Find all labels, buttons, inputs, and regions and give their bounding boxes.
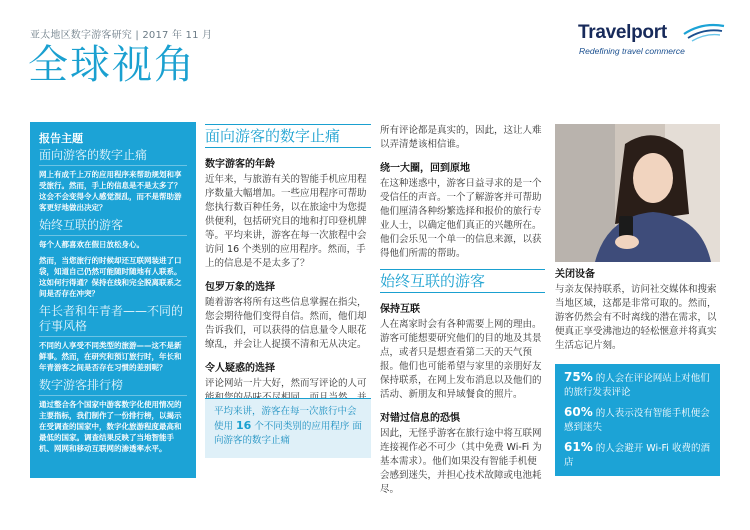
subheading: 数字游客的年龄	[205, 159, 275, 170]
paragraph: 近年来，与旅游有关的智能手机应用程序数量大幅增加。一些应用程序可帮助您执行数百种任务，以在旅途中为您提供便利，包括研究目的地和打印登机牌等。平均来讲，游客在每一次旅程中会访问 16 个类别的应用程序。然而，手上的信息是不是太多了？	[205, 174, 367, 269]
page-title: 全球视角	[28, 42, 196, 88]
pull-quote	[205, 398, 371, 458]
subheading: 包罗万象的选择	[205, 282, 275, 293]
sidebar-heading: 始终互联的游客	[39, 218, 187, 236]
switch-off-column	[555, 268, 720, 353]
paragraph: 在这种迷惑中，游客日益寻求的是一个受信任的声音。一个了解游客并可帮助他们厘清各种纷繁选择和报价的旅行专业人士，以确定他们真正的兴趣所在。他们会乐见一个单一的信息来源，以获得他们所需的帮助。	[380, 178, 542, 259]
sidebar-text: 每个人都喜欢在假日放松身心。	[39, 240, 144, 249]
stat-item	[564, 440, 711, 470]
stat-text: 的人会在评论网站上对他们的旅行发表评论	[564, 373, 710, 398]
sidebar-text: 然而，当您旅行的时候却还互联网装进了口袋，知道自己仍然可能随时随地有人联系。这如何行得通？保持在线和完全脱离联系之间是否存在冲突？	[39, 256, 182, 298]
paragraph: 人在离家时会有各种需要上网的理由。游客可能想要研究他们的目的地及其景点，或者只是想查看第二天的天气预报。他们也可能希望与家里的亲朋好友保持联系，在网上发布消息以及他们的活动、新朋友和异域餐食的照片。	[380, 319, 542, 400]
paragraph: 随着游客将所有这些信息掌握在指尖，您会期待他们变得自信。然而，他们却告诉我们，可以获得的信息量令人眼花缭乱，并会让人捉摸不清和无从决定。	[205, 297, 367, 350]
stat-item	[564, 370, 711, 400]
logo-swoosh-icon	[682, 20, 726, 44]
paragraph: 所有评论都是真实的，因此，这让人难以弄清楚该相信谁。	[380, 125, 542, 150]
paragraph: 与亲友保持联系，访问社交媒体和搜索当地区域，这都是非常可取的。然而，游客仍然会有不时离线的潜在需求，以便真正享受沸池边的轻松惬意并将真实生活忘记片刻。	[555, 284, 717, 351]
stat-item	[564, 405, 711, 435]
section-title: 始终互联的游客	[380, 269, 545, 293]
subheading: 保持互联	[380, 304, 420, 315]
sidebar-text: 不同的人享受不同类型的旅游——这不是新鲜事。然而，在研究和预订旅行时，年长和年青游客之间是否存在习惯的差别呢？	[39, 341, 182, 372]
subheading: 绕一大圈，回到原地	[380, 163, 470, 174]
quote-text-post: 个不同类别的应用程序 面向游客的数字止痛	[214, 421, 362, 446]
header-subtitle: 亚太地区数字游客研究 | 2017 年 11 月	[30, 30, 213, 41]
sidebar-text: 网上有成千上万的应用程序来帮助规划和享受旅行。然而，手上的信息是不是太多了？这会不会变得令人感觉混乱，而不是帮助游客更好地做出决定？	[39, 170, 182, 212]
paragraph: 因此，无怪乎游客在旅行途中将互联网连接视作必不可少（其中免费 Wi-Fi 为基本需求）。他们如果没有智能手机便会感到迷失，并担心技术故障或电池耗尽。	[380, 428, 542, 495]
stat-percent: 61%	[564, 440, 593, 454]
report-topics-sidebar	[30, 122, 196, 478]
logo-tagline: Redefining travel commerce	[579, 46, 685, 56]
sidebar-heading: 数字游客排行榜	[39, 378, 187, 396]
quote-number: 16	[236, 419, 252, 432]
stat-percent: 60%	[564, 405, 593, 419]
stat-percent: 75%	[564, 370, 593, 384]
always-connected-column	[380, 124, 545, 497]
woman-with-phone-photo	[555, 124, 720, 262]
sidebar-label: 报告主题	[39, 132, 83, 145]
sidebar-text: 通过整合各个国家中游客数字化使用情况的主要指标，我们制作了一份排行榜，以揭示在受调查的国家中，数字化旅游程度最高和最低的国家。调查结果反映了当地智能手机、网网和移动互联网的渗透率水平。	[39, 400, 182, 453]
subheading: 关闭设备	[555, 269, 595, 280]
sidebar-heading: 面向游客的数字止痛	[39, 148, 187, 166]
sidebar-heading: 年长者和年青者——不同的行事风格	[39, 304, 187, 337]
subheading: 对错过信息的恐惧	[380, 413, 460, 424]
logo-wordmark: Travelport	[578, 22, 667, 43]
digital-painkiller-column	[205, 124, 371, 419]
stat-text: 的人表示没有智能手机便会感到迷失	[564, 408, 710, 433]
section-title: 面向游客的数字止痛	[205, 124, 371, 148]
stat-text: 的人会避开 Wi-Fi 收费的酒店	[564, 443, 710, 468]
travelport-logo	[578, 18, 728, 58]
photo-illustration	[555, 124, 720, 262]
quote-text-pre: 平均来讲，游客在每一次旅行中会使用	[214, 406, 357, 432]
subheading: 令人疑惑的选择	[205, 363, 275, 374]
stats-box	[555, 364, 720, 476]
paragraph: 评论网站一片大好，然而写评论的人可	[205, 378, 367, 389]
